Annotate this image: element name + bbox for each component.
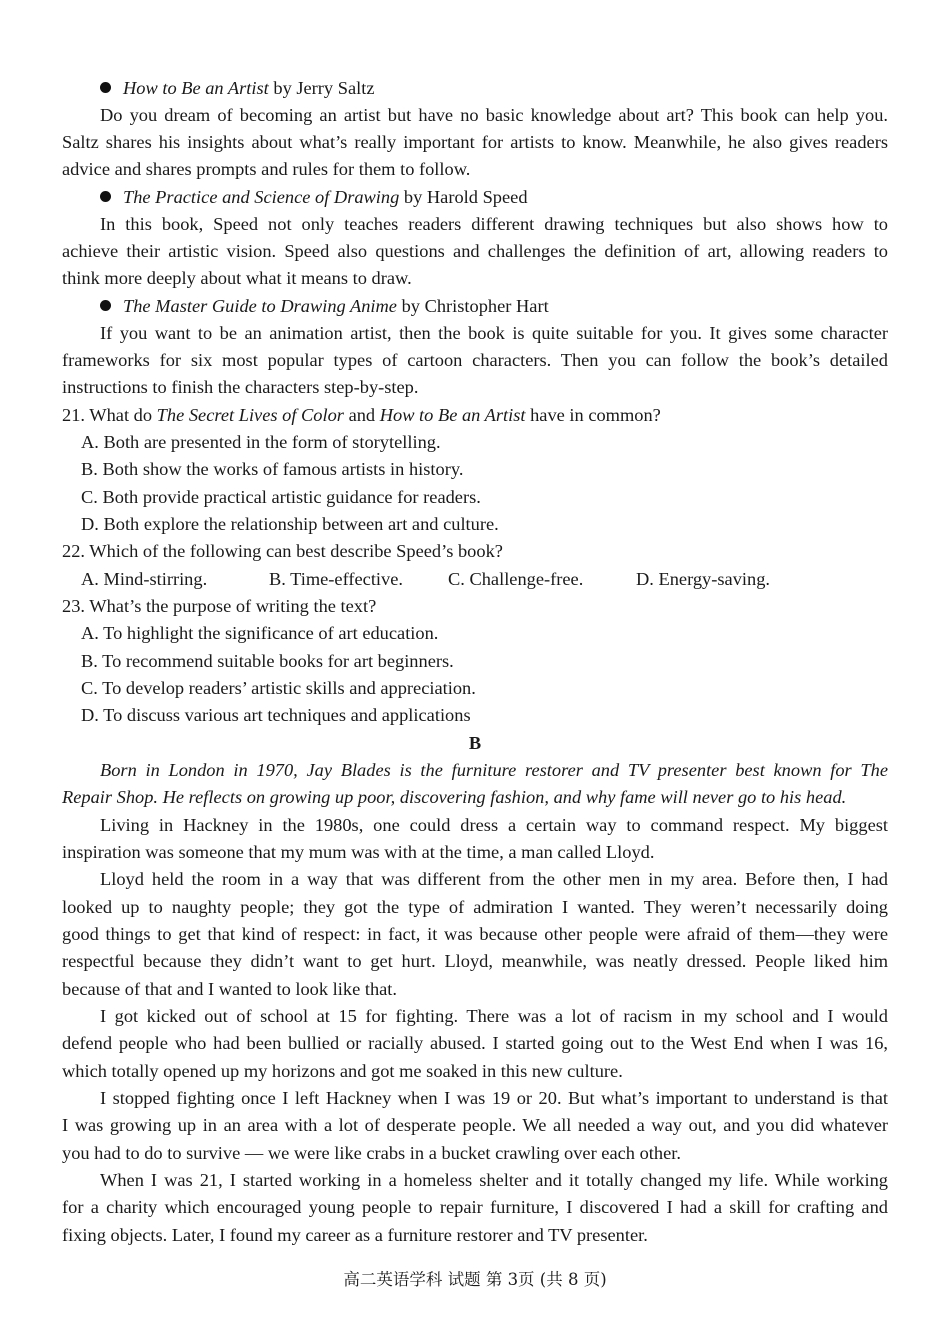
text-line: I got kicked out of school at 15 for fighting. There was a lot of racism in my school and I would xyxy=(100,1006,888,1026)
intro-line: Repair Shop. He reflects on growing up poor, discovering fashion, and why fame will never go to his head. xyxy=(62,787,847,807)
option-d: D. Energy-saving. xyxy=(636,569,770,589)
text-line: because of that and I wanted to look like that. xyxy=(62,979,398,999)
text-line: In this book, Speed not only teaches readers different drawing techniques but also shows how to xyxy=(100,214,888,234)
text-line: instructions to finish the characters step-by-step. xyxy=(62,377,419,397)
text-line: Do you dream of becoming an artist but have no basic knowledge about art? This book can help you. xyxy=(100,105,888,125)
bullet-icon xyxy=(100,191,111,202)
question-22-options xyxy=(81,566,888,593)
section-heading: B xyxy=(468,733,482,753)
text-line: Living in Hackney in the 1980s, one could dress a certain way to command respect. My biggest xyxy=(100,815,888,835)
text-line: you had to do to survive — we were like crabs in a bucket crawling over each other. xyxy=(62,1143,681,1163)
text-line: I was growing up in an area with a lot of desperate people. We all needed a way out, and you did whatever xyxy=(62,1115,888,1135)
text-line: think more deeply about what it means to draw. xyxy=(62,268,412,288)
text-line: respectful because they didn’t want to get hurt. Lloyd, meanwhile, was neatly dressed. People liked him xyxy=(62,951,888,971)
option-a: A. Both are presented in the form of storytelling. xyxy=(81,432,441,452)
option-d: D. To discuss various art techniques and applications xyxy=(81,705,471,725)
text-line: inspiration was someone that my mum was with at the time, a man called Lloyd. xyxy=(62,842,655,862)
option-b: B. Both show the works of famous artists in history. xyxy=(81,459,464,479)
text-line: which totally opened up my horizons and got me soaked in this new culture. xyxy=(62,1061,623,1081)
text-line: frameworks for six most popular types of cartoon characters. Then you can follow the book’s detailed xyxy=(62,350,888,370)
text-line: If you want to be an animation artist, then the book is quite suitable for you. It gives some character xyxy=(100,323,888,343)
bullet-icon xyxy=(100,82,111,93)
text-line: Saltz shares his insights about what’s really important for artists to know. Meanwhile, he also gives readers xyxy=(62,132,888,152)
text-line: fixing objects. Later, I found my career as a furniture restorer and TV presenter. xyxy=(62,1225,648,1245)
book-heading: The Practice and Science of Drawing by Harold Speed xyxy=(100,184,888,211)
book-heading: The Master Guide to Drawing Anime by Christopher Hart xyxy=(100,293,888,320)
text-line: looked up to naughty people; they got the type of admiration I wanted. They weren’t necessarily doing xyxy=(62,897,888,917)
option-a: A. To highlight the significance of art education. xyxy=(81,623,439,643)
option-c: C. Both provide practical artistic guidance for readers. xyxy=(81,487,481,507)
text-line: I stopped fighting once I left Hackney when I was 19 or 20. But what’s important to understand is that xyxy=(100,1088,888,1108)
option-a: A. Mind-stirring. xyxy=(81,569,208,589)
question-23-stem: 23. What’s the purpose of writing the text? xyxy=(62,596,377,616)
intro-line: Born in London in 1970, Jay Blades is the furniture restorer and TV presenter best known for The xyxy=(100,760,888,780)
text-line: defend people who had been bullied or racially abused. I started going out to the West End when I was 16, xyxy=(62,1033,888,1053)
text-line: When I was 21, I started working in a homeless shelter and it totally changed my life. While working xyxy=(100,1170,888,1190)
book-heading: How to Be an Artist by Jerry Saltz xyxy=(100,75,888,102)
option-b: B. Time-effective. xyxy=(269,569,403,589)
option-d: D. Both explore the relationship between art and culture. xyxy=(81,514,499,534)
question-21-stem: 21. What do The Secret Lives of Color and How to Be an Artist have in common? xyxy=(62,405,661,425)
bullet-icon xyxy=(100,300,111,311)
text-line: Lloyd held the room in a way that was different from the other men in my area. Before then, I had xyxy=(100,869,888,889)
text-line: good things to get that kind of respect: in fact, it was because other people were afraid of them—they were xyxy=(62,924,888,944)
text-line: achieve their artistic vision. Speed also questions and challenges the definition of art, allowing readers to xyxy=(62,241,888,261)
option-c: C. To develop readers’ artistic skills and appreciation. xyxy=(81,678,476,698)
text-line: for a charity which encouraged young people to repair furniture, I discovered I had a skill for crafting and xyxy=(62,1197,888,1217)
option-c: C. Challenge-free. xyxy=(448,569,584,589)
text-line: advice and shares prompts and rules for them to follow. xyxy=(62,159,471,179)
question-22-stem: 22. Which of the following can best describe Speed’s book? xyxy=(62,541,503,561)
option-b: B. To recommend suitable books for art beginners. xyxy=(81,651,454,671)
page-footer: 高二英语学科 试题 第 3页 (共 8 页) xyxy=(343,1270,607,1289)
